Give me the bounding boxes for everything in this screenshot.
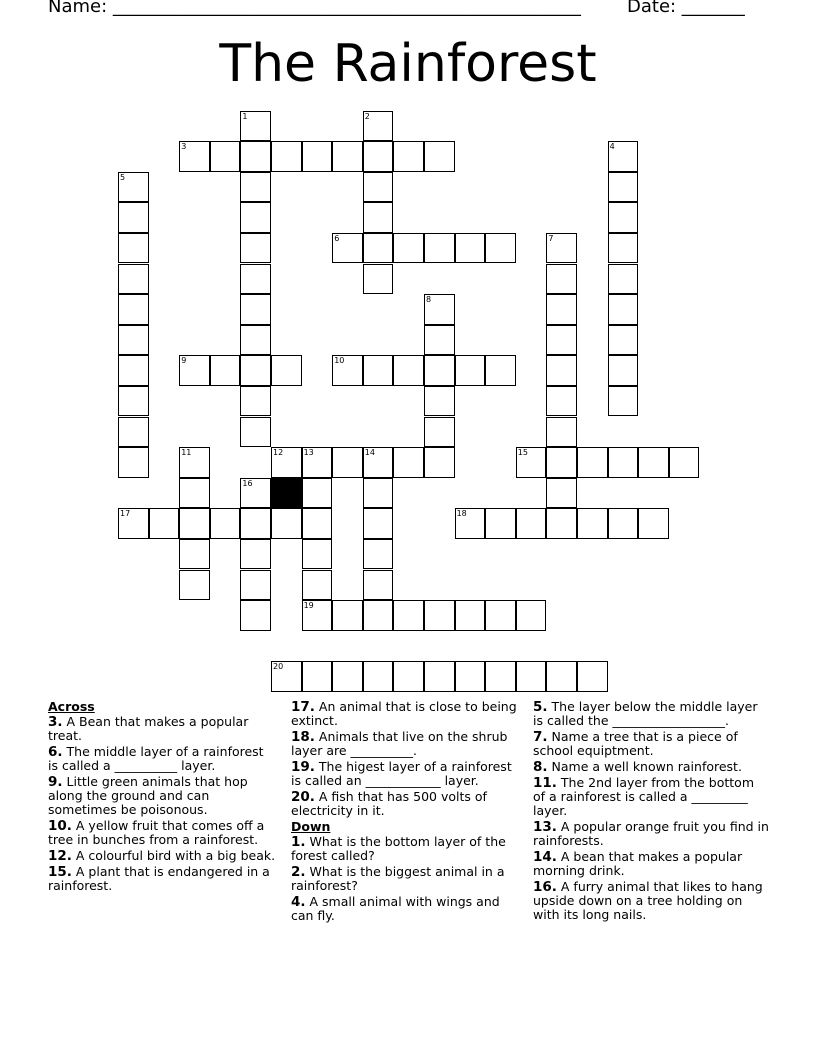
grid-cell[interactable] <box>240 294 271 325</box>
grid-cell[interactable] <box>546 355 577 386</box>
clue-number: 19 <box>303 601 314 611</box>
grid-cell[interactable] <box>516 600 547 631</box>
clue-number: 4 <box>609 142 615 152</box>
grid-cell[interactable] <box>424 233 455 264</box>
grid-cell[interactable] <box>240 202 271 233</box>
grid-cell[interactable] <box>118 233 149 264</box>
clues-column-2 <box>291 700 523 925</box>
clue-number: 20. <box>291 789 315 805</box>
grid-cell[interactable] <box>332 141 363 172</box>
grid-cell[interactable] <box>546 661 577 692</box>
clue-number: 13 <box>303 448 314 458</box>
grid-cell[interactable] <box>118 386 149 417</box>
grid-cell[interactable] <box>240 233 271 264</box>
grid-cell[interactable] <box>363 447 394 478</box>
grid-cell[interactable] <box>424 325 455 356</box>
grid-cell[interactable] <box>302 600 333 631</box>
clue-number: 20 <box>273 662 284 672</box>
black-cell <box>271 478 302 509</box>
clue-number: 18. <box>291 729 315 745</box>
clue-text: A fish that has 500 volts of electricity in it. <box>291 789 487 818</box>
clue-text: A colourful bird with a big beak. <box>71 848 276 863</box>
grid-cell[interactable] <box>363 172 394 203</box>
grid-cell[interactable] <box>240 172 271 203</box>
grid-cell[interactable] <box>363 570 394 601</box>
grid-cell[interactable] <box>608 355 639 386</box>
grid-cell[interactable] <box>118 294 149 325</box>
clue <box>48 775 276 817</box>
grid-cell[interactable] <box>271 141 302 172</box>
grid-cell[interactable] <box>363 661 394 692</box>
grid-cell[interactable] <box>271 661 302 692</box>
grid-cell[interactable] <box>240 539 271 570</box>
clue <box>533 880 769 922</box>
grid-cell[interactable] <box>363 539 394 570</box>
clue-number: 3 <box>181 142 187 152</box>
grid-cell[interactable] <box>424 141 455 172</box>
grid-cell[interactable] <box>332 447 363 478</box>
clue <box>533 700 769 728</box>
grid-cell[interactable] <box>608 233 639 264</box>
grid-cell[interactable] <box>608 141 639 172</box>
grid-cell[interactable] <box>546 386 577 417</box>
grid-cell[interactable] <box>118 325 149 356</box>
grid-cell[interactable] <box>424 355 455 386</box>
clue-text: A bean that makes a popular morning drink. <box>533 849 743 878</box>
grid-cell[interactable] <box>485 600 516 631</box>
grid-cell[interactable] <box>240 141 271 172</box>
clue <box>291 760 523 788</box>
grid-cell[interactable] <box>577 661 608 692</box>
clue-number: 2 <box>364 111 370 121</box>
clue-number: 18 <box>456 509 467 519</box>
grid-cell[interactable] <box>455 508 486 539</box>
grid-cell[interactable] <box>608 294 639 325</box>
clue-number: 9. <box>48 774 63 790</box>
clue-text: Animals that live on the shrub layer are __________. <box>291 729 508 758</box>
grid-cell[interactable] <box>577 447 608 478</box>
clue-number: 4. <box>291 894 306 910</box>
grid-cell[interactable] <box>302 447 333 478</box>
grid-cell[interactable] <box>608 386 639 417</box>
grid-cell[interactable] <box>608 325 639 356</box>
grid-cell[interactable] <box>240 264 271 295</box>
grid-cell[interactable] <box>302 570 333 601</box>
clue-text: The higest layer of a rainforest is called an ____________ layer. <box>291 759 512 788</box>
grid-cell[interactable] <box>332 355 363 386</box>
clue <box>48 865 276 893</box>
grid-cell[interactable] <box>179 478 210 509</box>
grid-cell[interactable] <box>546 478 577 509</box>
grid-cell[interactable] <box>210 508 241 539</box>
clue-number: 15 <box>517 448 528 458</box>
clue <box>48 715 276 743</box>
clue-text: What is the biggest animal in a rainforest? <box>291 864 505 893</box>
clue-number: 9 <box>181 356 187 366</box>
grid-cell[interactable] <box>546 447 577 478</box>
clue-text: The layer below the middle layer is called the __________________. <box>533 699 758 728</box>
clue <box>48 849 276 863</box>
grid-cell[interactable] <box>302 508 333 539</box>
clue-number: 7 <box>548 233 554 243</box>
clue <box>533 776 769 818</box>
clue-text: A popular orange fruit you find in rainforests. <box>533 819 769 848</box>
grid-cell[interactable] <box>271 355 302 386</box>
clue-number: 14 <box>364 448 375 458</box>
clue-number: 19. <box>291 759 315 775</box>
clue <box>291 835 523 863</box>
clues-column-1 <box>48 700 276 895</box>
grid-cell[interactable] <box>210 141 241 172</box>
grid-cell[interactable] <box>455 233 486 264</box>
clue-text: A furry animal that likes to hang upside down on a tree holding on with its long nails. <box>533 879 763 922</box>
grid-cell[interactable] <box>363 478 394 509</box>
grid-cell[interactable] <box>424 447 455 478</box>
date-field[interactable]: Date: _______ <box>627 0 745 17</box>
grid-cell[interactable] <box>302 661 333 692</box>
clue-number: 11. <box>533 775 557 791</box>
grid-cell[interactable] <box>516 447 547 478</box>
clue-text: Little green animals that hop along the ground and can sometimes be poisonous. <box>48 774 248 817</box>
clue-number: 10. <box>48 818 72 834</box>
grid-cell[interactable] <box>393 355 424 386</box>
grid-cell[interactable] <box>240 325 271 356</box>
grid-cell[interactable] <box>516 661 547 692</box>
grid-cell[interactable] <box>363 141 394 172</box>
grid-cell[interactable] <box>424 386 455 417</box>
grid-cell[interactable] <box>608 447 639 478</box>
clue-number: 14. <box>533 849 557 865</box>
grid-cell[interactable] <box>210 355 241 386</box>
grid-cell[interactable] <box>240 111 271 142</box>
grid-cell[interactable] <box>424 600 455 631</box>
grid-cell[interactable] <box>546 264 577 295</box>
grid-cell[interactable] <box>608 202 639 233</box>
clue <box>291 865 523 893</box>
grid-cell[interactable] <box>149 508 180 539</box>
grid-cell[interactable] <box>240 570 271 601</box>
grid-cell[interactable] <box>302 141 333 172</box>
grid-cell[interactable] <box>240 600 271 631</box>
clue-text: A yellow fruit that comes off a tree in bunches from a rainforest. <box>48 818 265 847</box>
grid-cell[interactable] <box>546 508 577 539</box>
grid-cell[interactable] <box>179 508 210 539</box>
grid-cell[interactable] <box>638 447 669 478</box>
grid-cell[interactable] <box>240 478 271 509</box>
clue-number: 5. <box>533 699 548 715</box>
grid-cell[interactable] <box>179 570 210 601</box>
clue-number: 3. <box>48 714 63 730</box>
down-heading: Down <box>291 819 331 834</box>
grid-cell[interactable] <box>118 447 149 478</box>
grid-cell[interactable] <box>271 508 302 539</box>
clue-text: The middle layer of a rainforest is called a __________ layer. <box>48 744 264 773</box>
grid-cell[interactable] <box>516 508 547 539</box>
grid-cell[interactable] <box>546 325 577 356</box>
clue <box>48 819 276 847</box>
grid-cell[interactable] <box>332 661 363 692</box>
clue-text: A small animal with wings and can fly. <box>291 894 500 923</box>
grid-cell[interactable] <box>638 508 669 539</box>
clue-text: An animal that is close to being extinct. <box>291 699 517 728</box>
clue-number: 16 <box>242 478 253 488</box>
grid-cell[interactable] <box>240 355 271 386</box>
clue <box>533 730 769 758</box>
clue-number: 15. <box>48 864 72 880</box>
grid-cell[interactable] <box>424 294 455 325</box>
grid-cell[interactable] <box>363 233 394 264</box>
grid-cell[interactable] <box>455 355 486 386</box>
clue-number: 12 <box>273 448 284 458</box>
grid-cell[interactable] <box>363 508 394 539</box>
grid-cell[interactable] <box>393 141 424 172</box>
grid-cell[interactable] <box>302 539 333 570</box>
clue-text: The 2nd layer from the bottom of a rainforest is called a _________ layer. <box>533 775 754 818</box>
grid-cell[interactable] <box>363 202 394 233</box>
clue-number: 17. <box>291 699 315 715</box>
clue-number: 13. <box>533 819 557 835</box>
grid-cell[interactable] <box>455 661 486 692</box>
grid-cell[interactable] <box>577 508 608 539</box>
clue-text: A plant that is endangered in a rainforest. <box>48 864 270 893</box>
grid-cell[interactable] <box>393 600 424 631</box>
clue-text: What is the bottom layer of the forest called? <box>291 834 506 863</box>
grid-cell[interactable] <box>240 417 271 448</box>
name-field[interactable]: Name: ____________________________________________________ <box>48 0 581 17</box>
grid-cell[interactable] <box>393 661 424 692</box>
grid-cell[interactable] <box>455 600 486 631</box>
clue-number: 17 <box>120 509 131 519</box>
clue <box>533 850 769 878</box>
grid-cell[interactable] <box>608 508 639 539</box>
grid-cell[interactable] <box>424 417 455 448</box>
grid-cell[interactable] <box>363 264 394 295</box>
clue-text: A Bean that makes a popular treat. <box>48 714 249 743</box>
grid-cell[interactable] <box>179 447 210 478</box>
clue <box>291 790 523 818</box>
grid-cell[interactable] <box>271 447 302 478</box>
grid-cell[interactable] <box>608 264 639 295</box>
grid-cell[interactable] <box>546 294 577 325</box>
clue <box>48 745 276 773</box>
grid-cell[interactable] <box>546 233 577 264</box>
grid-cell[interactable] <box>424 661 455 692</box>
grid-cell[interactable] <box>393 233 424 264</box>
grid-cell[interactable] <box>240 508 271 539</box>
clue-number: 8. <box>533 759 548 775</box>
grid-cell[interactable] <box>179 141 210 172</box>
grid-cell[interactable] <box>363 111 394 142</box>
clue-number: 1 <box>242 111 248 121</box>
clue <box>291 730 523 758</box>
clue <box>533 820 769 848</box>
clue-text: Name a tree that is a piece of school equiptment. <box>533 729 738 758</box>
grid-cell[interactable] <box>118 417 149 448</box>
across-heading: Across <box>48 699 95 714</box>
grid-cell[interactable] <box>393 447 424 478</box>
grid-cell[interactable] <box>332 233 363 264</box>
grid-cell[interactable] <box>118 172 149 203</box>
grid-cell[interactable] <box>240 386 271 417</box>
grid-cell[interactable] <box>485 661 516 692</box>
clue-number: 5 <box>120 172 126 182</box>
clue <box>291 895 523 923</box>
grid-cell[interactable] <box>485 508 516 539</box>
grid-cell[interactable] <box>608 172 639 203</box>
clue <box>291 700 523 728</box>
grid-cell[interactable] <box>669 447 700 478</box>
clues-column-3 <box>533 700 769 924</box>
clue-number: 8 <box>426 295 432 305</box>
grid-cell[interactable] <box>118 264 149 295</box>
clue-number: 6. <box>48 744 63 760</box>
clue <box>533 760 769 774</box>
grid-cell[interactable] <box>363 600 394 631</box>
clue-number: 10 <box>334 356 345 366</box>
grid-cell[interactable] <box>332 600 363 631</box>
clue-number: 1. <box>291 834 306 850</box>
grid-cell[interactable] <box>485 233 516 264</box>
clue-number: 16. <box>533 879 557 895</box>
grid-cell[interactable] <box>363 355 394 386</box>
grid-cell[interactable] <box>118 202 149 233</box>
clue-number: 7. <box>533 729 548 745</box>
page-title: The Rainforest <box>219 34 597 94</box>
grid-cell[interactable] <box>179 355 210 386</box>
grid-cell[interactable] <box>118 355 149 386</box>
clue-number: 6 <box>334 233 340 243</box>
grid-cell[interactable] <box>485 355 516 386</box>
grid-cell[interactable] <box>302 478 333 509</box>
grid-cell[interactable] <box>179 539 210 570</box>
grid-cell[interactable] <box>546 417 577 448</box>
clue-number: 11 <box>181 448 192 458</box>
clue-number: 2. <box>291 864 306 880</box>
clue-text: Name a well known rainforest. <box>547 759 742 774</box>
clue-number: 12. <box>48 848 72 864</box>
grid-cell[interactable] <box>118 508 149 539</box>
